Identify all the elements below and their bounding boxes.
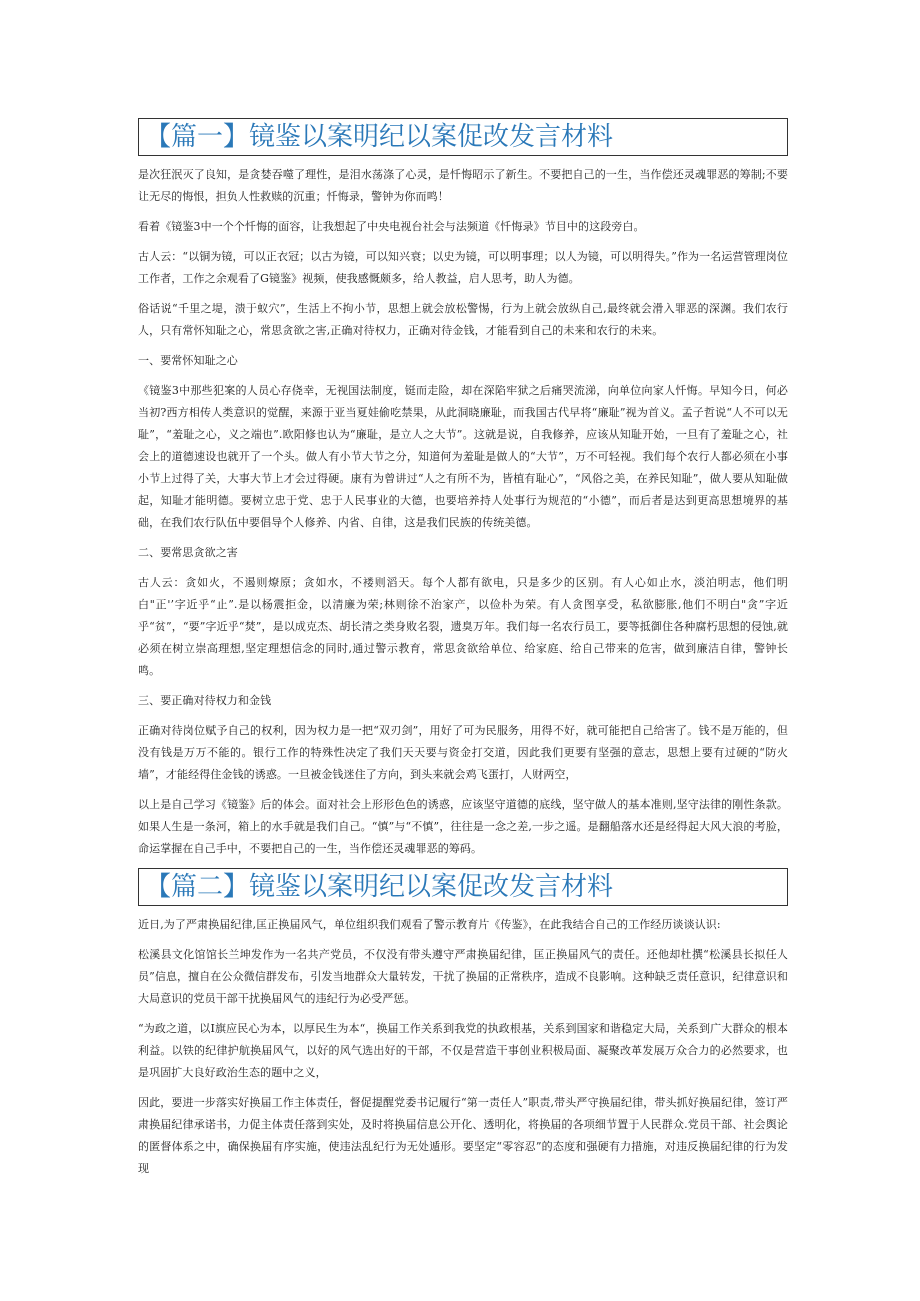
subheading-greed-harm: 二、要常思贪欲之害 bbox=[138, 546, 238, 559]
document-body bbox=[138, 118, 788, 1188]
subheading-knowing-shame: 一、要常怀知耻之心 bbox=[138, 354, 238, 367]
section-2-title: 【篇二】镜鉴以案明纪以案促改发言材料 bbox=[138, 868, 788, 906]
section-1-paragraph: 俗话说“千里之堤，溃于蚁穴”，生活上不拘小节，思想上就会放松警惕，行为上就会放纵自己,最终就会滑入罪恶的深渊。我们农行人，只有常怀知耻之心，常思贪欲之害,正确对待权力，正确对待金钱，才能看到自己的未来和农行的未来。 bbox=[138, 302, 788, 337]
section-1-title: 【篇一】镜鉴以案明纪以案促改发言材料 bbox=[138, 118, 788, 156]
section-1-paragraph: 正确对待岗位赋予自己的权利，因为权力是一把“双刃剑”，用好了可为民服务，用得不好，就可能把自己给害了。钱不是万能的，但没有钱是万万不能的。银行工作的特殊性决定了我们天天要与资金打交道，因此我们更要有坚强的意志，思想上要有过硬的“防火墙”，才能经得住金钱的诱惑。一旦被金钱迷住了方向，到头来就会鸡飞蛋打，人财两空， bbox=[138, 724, 788, 781]
section-2-paragraph: 松溪县文化馆馆长兰坤发作为一名共产党员，不仅没有带头遵守严肃换届纪律，匡正换届风气的责任。还他却杜撰“松溪县长拟任人员”信息，擅自在公众微信群发布，引发当地群众大量转发，干扰了换届的正常秩序，造成不良影响。这种缺乏责任意识，纪律意识和大局意识的党员干部干扰换届风气的违纪行为必受严惩。 bbox=[138, 948, 788, 1005]
section-1-paragraph: 以上是自己学习《镜鉴》后的体会。面对社会上形形色色的诱惑，应该坚守道德的底线，坚守做人的基本准则,坚守法律的刚性条款。如果人生是一条河，箱上的水手就是我们自己。“慎”与“不慎”，往往是一念之差,一步之遥。是翻船落水还是经得起大风大浪的考脸，命运掌握在自己手中，不要把自己的一生，当作偿还灵魂罪恶的筹码。 bbox=[138, 798, 788, 855]
section-2-paragraph: 近日,为了严肃换届纪律,匡正换届风气，单位组织我们观看了警示教育片《传鉴》，在此我结合自己的工作经历谈谈认识: bbox=[138, 918, 721, 931]
section-1-paragraph: 看着《镜鉴3中一个个忏悔的面容，让我想起了中央电视台社会与法频道《忏悔录》节目中的这段旁白。 bbox=[138, 220, 645, 233]
section-1-paragraph: 是次狂泯灭了良知，是贪婪吞噬了理性，是泪水荡涤了心灵，是忏悔昭示了新生。不要把自己的一生，当作偿还灵魂罪恶的筹制;不要让无尽的悔恨，担负人性救赎的沉重；忏悔录，警钟为你而鸣！ bbox=[138, 168, 788, 203]
section-1-paragraph: 古人云：“以铜为镜，可以正衣冠；以古为镜，可以知兴衰；以史为镜，可以明事理；以人为镜，可以明得失。”作为一名运营管理岗位工作者，工作之余观看了G镜鉴》视频，使我感慨颇多，给人教益，启人思考，助人为德。 bbox=[138, 250, 788, 285]
section-1-paragraph: 《镜鉴3中那些犯案的人员心存侥幸，无视国法制度，铤而走险，却在深陷牢狱之后痛哭流涕，向单位向家人忏悔。早知今日，何必当初?西方相传人类意识的觉醒，来源于亚当夏娃偷吃禁果，从此洞晓廉耻，而我国古代早将“廉耻”视为首义。孟子哲说“人不可以无耻”，“羞耻之心，义之端也”.欧阳修也认为“廉耻，是立人之大节”。这就是说，自我修养，应该从知耻开始，一旦有了羞耻之心，社会上的道德速设也就开了一个头。做人有小节大节之分，知道何为羞耻是做人的“大节”，万不可轻视。我们每个农行人都必须在小事小节上过得了关，大事大节上才会过得硬。康有为曾讲过“人之有所不为，皆植有耻心”，“风俗之美，在养民知耻”，做人要从知耻做起，知耻才能明德。要树立忠于党、忠于人民事业的大德，也要培养持人处事行为规范的“小德”，而后者是达到更高思想境界的基础，在我们农行队伍中要倡导个人修养、内省、自律，这是我们民族的传统美德。 bbox=[138, 384, 788, 529]
section-2-paragraph: 因此，要进一步落实好换届工作主体责任，督促提醒党委书记履行“第一责任人”职责,带头严守换届纪律，带头抓好换届纪律，签订严肃换届纪律承诺书，力促主体责任落到实处，及时将换届信息公开化、透明化，将换届的各项细节置于人民群众.党员干部、社会舆论的匿督体系之中，确保换届有序实施，使违法乱纪行为无处遁形。要坚定“零容忍”的态度和强硬有力措施，对违反换届纪律的行为发现 bbox=[138, 1096, 788, 1175]
section-2-paragraph: “为政之道，以Ⅰ旗应民心为本，以厚民生为本“，换届工作关系到我党的执政根基，关系到国家和谐稳定大局，关系到广大群众的根本利益。以铁的纪律护航换届风气，以好的风气选出好的干部，不仅是营造干事创业积极局面、凝聚改革发展万众合力的必然要求，也是巩固扩大良好政治生态的题中之义， bbox=[138, 1022, 788, 1079]
section-1-paragraph: 古人云：贪如火，不遏则燎原；贪如水，不褛则滔天。每个人都有欲电，只是多少的区别。有人心如止水，淡泊明志，他们明白"正'’字近乎“止”.是以杨震拒金，以清廉为荣;林则徐不治家产，以俭朴为荣。有人贪图享受，私欲膨胀,他们不明白"贪”字近乎“贫”，“要”字近乎“焚”，是以成克杰、胡长清之类身败名裂，遗臭万年。我们每一名农行员工，要等抵御住各种腐朽思想的侵蚀,就必须在树立崇高理想,坚定理想信念的同时,通过警示教育，常思贪欲给单位、给家庭、给自己带来的危害，做到廉洁自律，警钟长鸣。 bbox=[138, 576, 788, 677]
subheading-power-money: 三、要正确对待权力和金钱 bbox=[138, 694, 272, 707]
